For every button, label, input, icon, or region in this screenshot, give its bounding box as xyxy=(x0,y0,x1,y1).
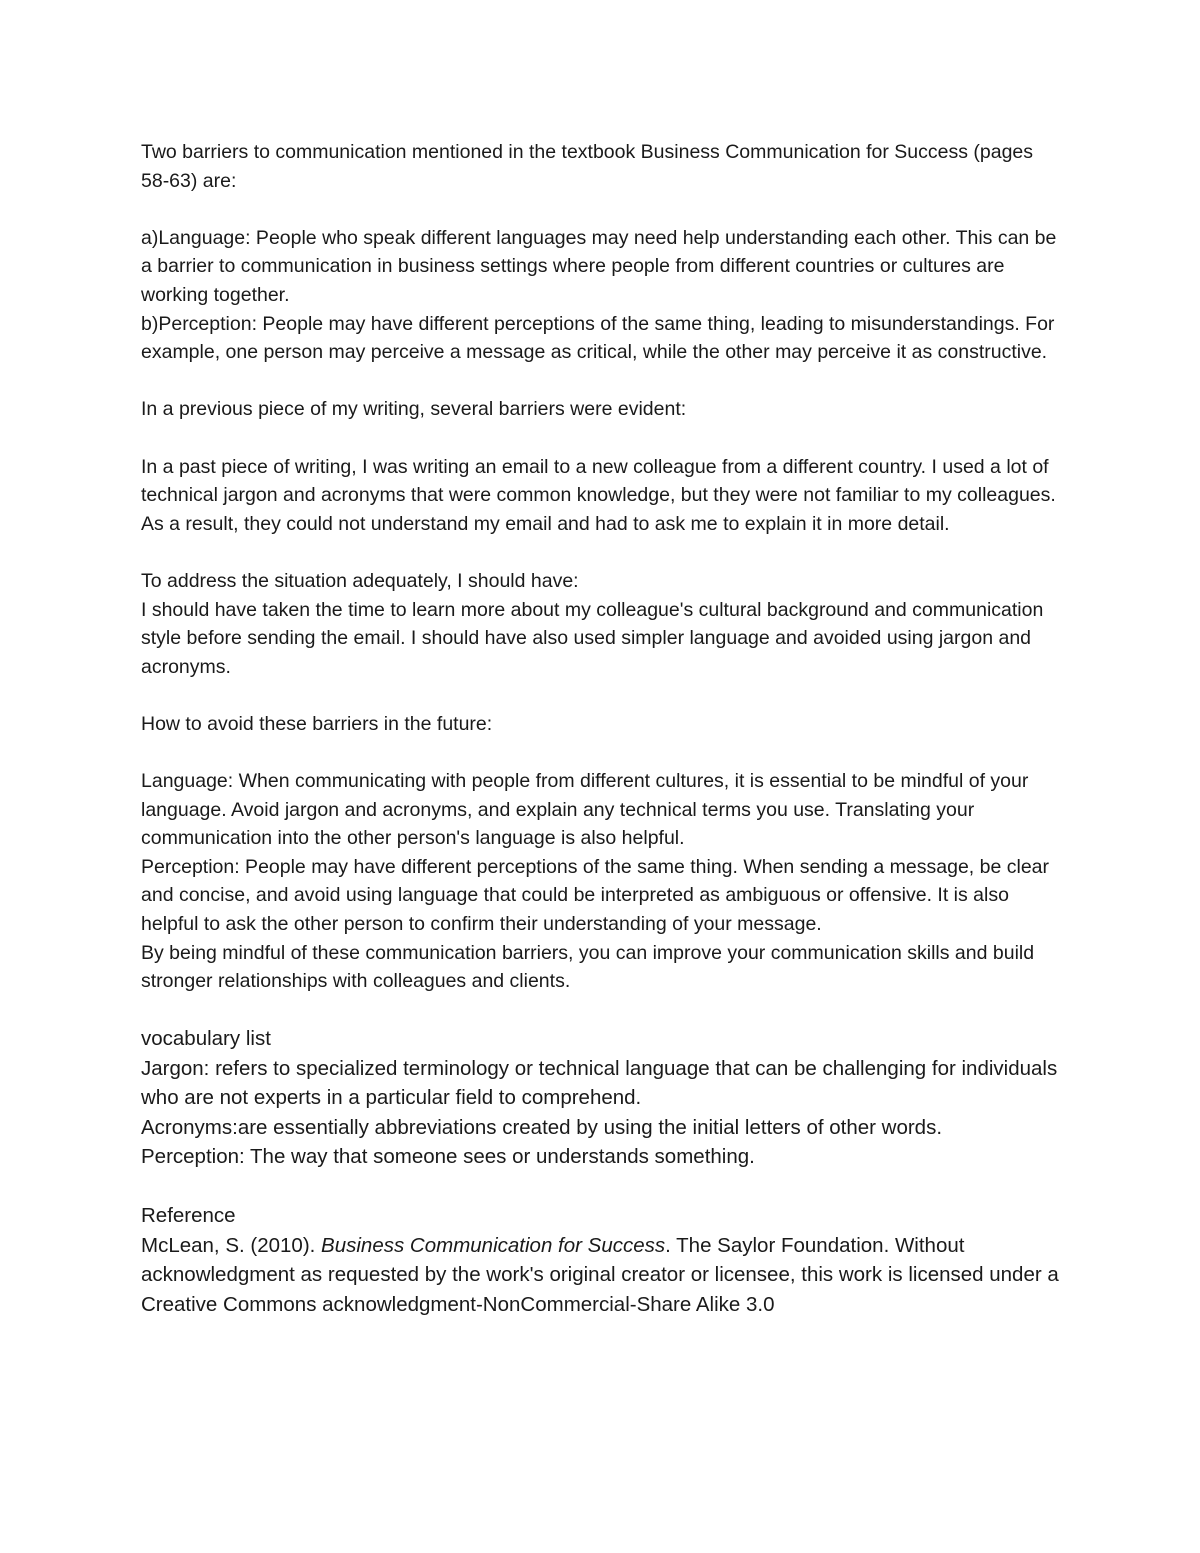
document-page xyxy=(141,138,1066,1319)
reference-citation xyxy=(141,1231,1066,1320)
barrier-perception-paragraph: b)Perception: People may have different perceptions of the same thing, leading to misunderstandings. For example, one person may perceive a message as critical, while the other may perceive it as constructive. xyxy=(141,312,1055,364)
closing-paragraph: By being mindful of these communication barriers, you can improve your communication skills and build stronger relationships with colleagues and clients. xyxy=(141,941,1035,993)
barrier-language-paragraph: a)Language: People who speak different languages may need help understanding each other. This can be a barrier to communication in business settings where people from different countries or cultures are working together. xyxy=(141,226,1057,306)
spacer xyxy=(141,738,1066,767)
spacer xyxy=(141,1172,1066,1202)
spacer xyxy=(141,538,1066,567)
past-writing-paragraph: In a past piece of writing, I was writing an email to a new colleague from a different country. I used a lot of technical jargon and acronyms that were common knowledge, but they were not familiar to my colleagues. As a result, they could not understand my email and had to ask me to explain it in more detail. xyxy=(141,455,1056,535)
avoid-intro: How to avoid these barriers in the future: xyxy=(141,712,493,735)
vocabulary-section xyxy=(141,1024,1066,1319)
spacer xyxy=(141,367,1066,396)
reference-heading: Reference xyxy=(141,1204,236,1228)
spacer xyxy=(141,996,1066,1025)
avoid-perception-paragraph: Perception: People may have different perceptions of the same thing. When sending a message, be clear and concise, and avoid using language that could be interpreted as ambiguous or offensive. It is also helpful to ask the other person to confirm their understanding of your message. xyxy=(141,855,1050,936)
spacer xyxy=(141,681,1066,710)
previous-writing-intro: In a previous piece of my writing, several barriers were evident: xyxy=(141,398,687,421)
vocab-acronyms: Acronyms:are essentially abbreviations created by using the initial letters of other words. xyxy=(141,1115,943,1139)
intro-paragraph: Two barriers to communication mentioned in the textbook Business Communication for Success (pages 58-63) are: xyxy=(141,141,1034,192)
address-intro: To address the situation adequately, I should have: xyxy=(141,569,579,592)
vocab-jargon: Jargon: refers to specialized terminology or technical language that can be challenging for individuals who are not experts in a particular field to comprehend. xyxy=(141,1056,1058,1110)
avoid-language-paragraph: Language: When communicating with people from different cultures, it is essential to be mindful of your language. Avoid jargon and acronyms, and explain any technical terms you use. Translating your communication into the other person's language is also helpful. xyxy=(141,770,1029,850)
vocabulary-heading: vocabulary list xyxy=(141,1027,271,1051)
reference-author: McLean, S. (2010). xyxy=(141,1233,322,1257)
spacer xyxy=(141,424,1066,453)
vocab-perception: Perception: The way that someone sees or understands something. xyxy=(141,1145,755,1169)
address-paragraph: I should have taken the time to learn more about my colleague's cultural background and communication style before sending the email. I should have also used simpler language and avoided using jargon and acronyms. xyxy=(141,598,1044,678)
reference-rest: . The Saylor Foundation. Without acknowledgment as requested by the work's original creator or licensee, this work is licensed under a Creative Commons acknowledgment-NonCommercial-Share Alike 3.0 xyxy=(141,1233,1059,1316)
spacer xyxy=(141,195,1066,224)
reference-title: Business Communication for Success xyxy=(321,1233,666,1257)
